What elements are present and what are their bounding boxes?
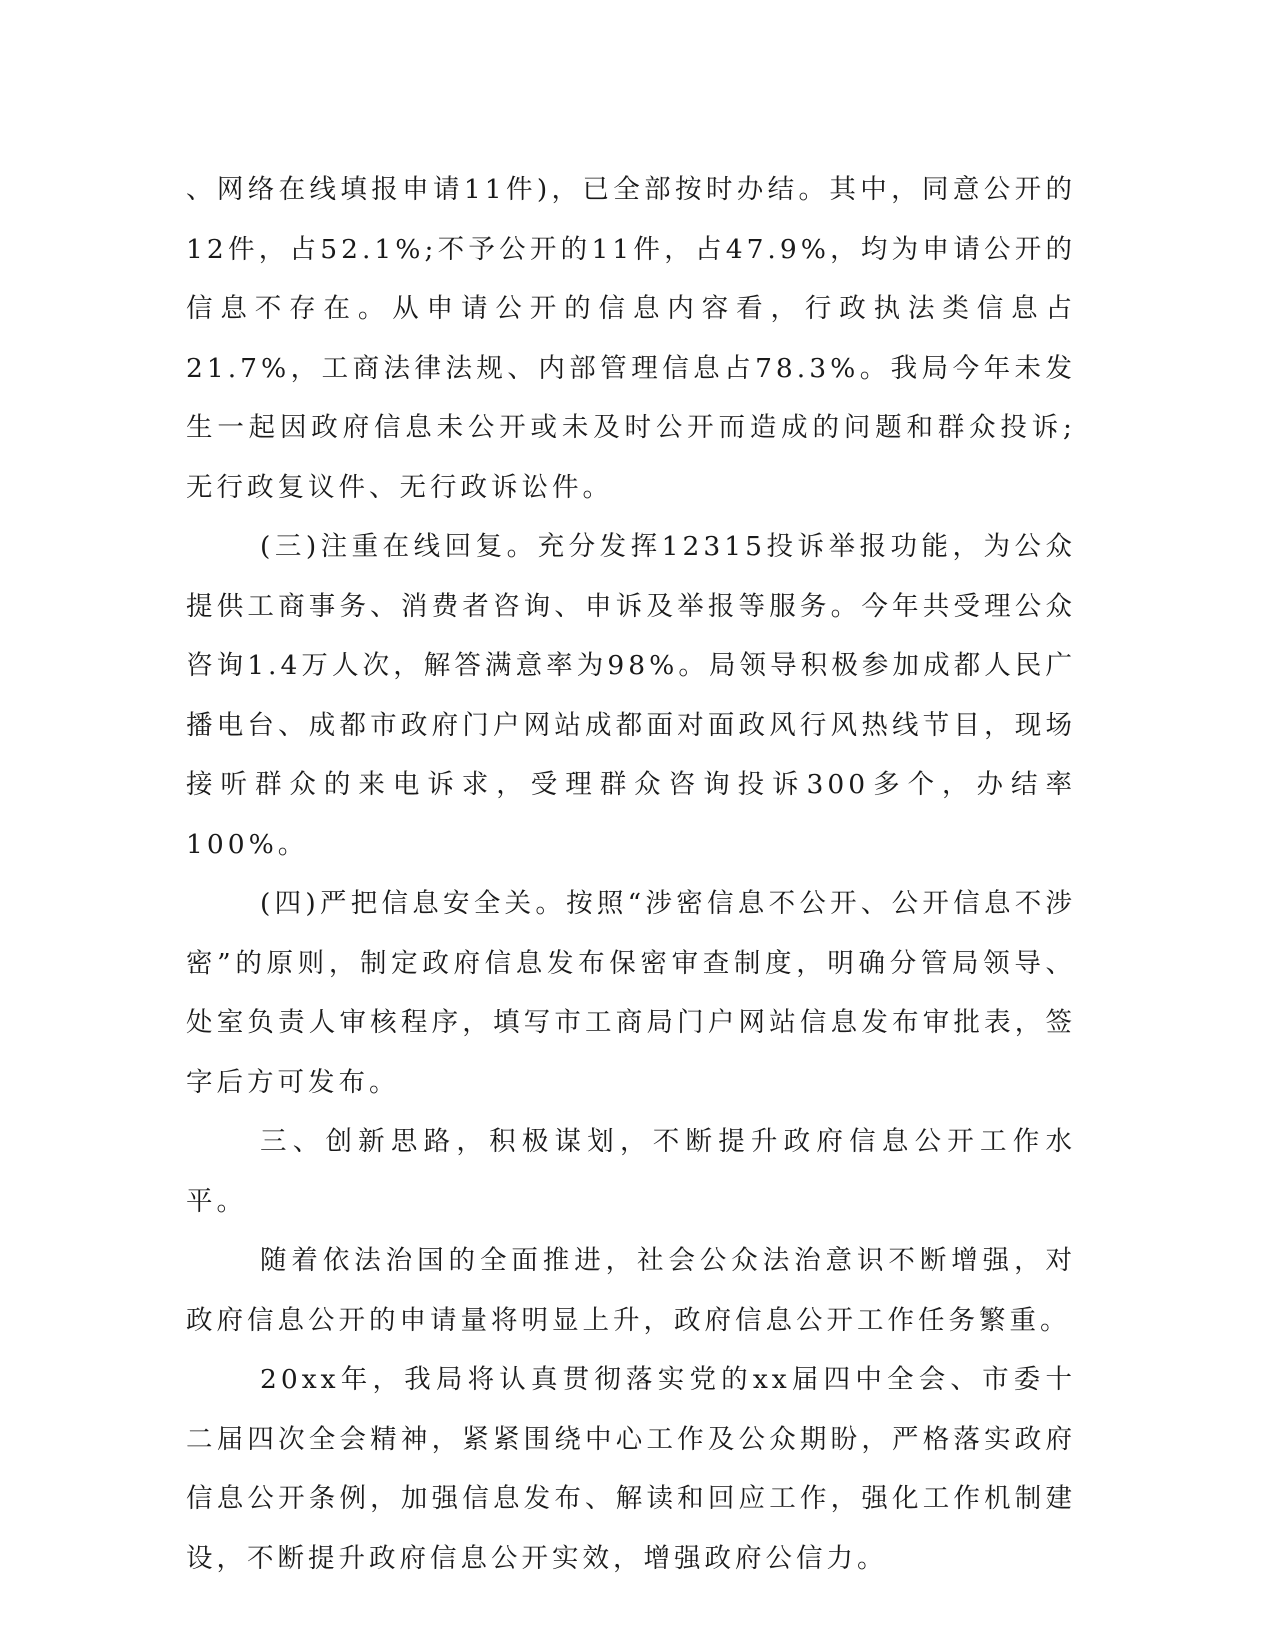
section-heading-innovation: 三、创新思路，积极谋划，不断提升政府信息公开工作水平。 [186,1126,1076,1217]
paragraph-continuation: 、网络在线填报申请11件)，已全部按时办结。其中，同意公开的12件，占52.1%;不予公开的11件，占47.9%，均为申请公开的信息不存在。从申请公开的信息内容看，行政执法类信息占21.7%，工商法律法规、内部管理信息占78.3%。我局今年未发生一起因政府信息未公开或未及时公开而造成的问题和群众投诉;无行政复议件、无行政诉讼件。 [186,174,1076,503]
paragraph-rule-of-law: 随着依法治国的全面推进，社会公众法治意识不断增强，对政府信息公开的申请量将明显上升，政府信息公开工作任务繁重。 [186,1245,1076,1336]
document-body [186,160,1076,1588]
paragraph-information-security: (四)严把信息安全关。按照“涉密信息不公开、公开信息不涉密”的原则，制定政府信息发布保密审查制度，明确分管局领导、处室负责人审核程序，填写市工商局门户网站信息发布审批表，签字后方可发布。 [186,888,1076,1098]
paragraph-next-year-plan: 20xx年，我局将认真贯彻落实党的xx届四中全会、市委十二届四次全会精神，紧紧围绕中心工作及公众期盼，严格落实政府信息公开条例，加强信息发布、解读和回应工作，强化工作机制建设，不断提升政府信息公开实效，增强政府公信力。 [186,1364,1076,1574]
paragraph-online-reply: (三)注重在线回复。充分发挥12315投诉举报功能，为公众提供工商事务、消费者咨询、申诉及举报等服务。今年共受理公众咨询1.4万人次，解答满意率为98%。局领导积极参加成都人民广播电台、成都市政府门户网站成都面对面政风行风热线节目，现场接听群众的来电诉求，受理群众咨询投诉300多个，办结率100%。 [186,531,1076,860]
